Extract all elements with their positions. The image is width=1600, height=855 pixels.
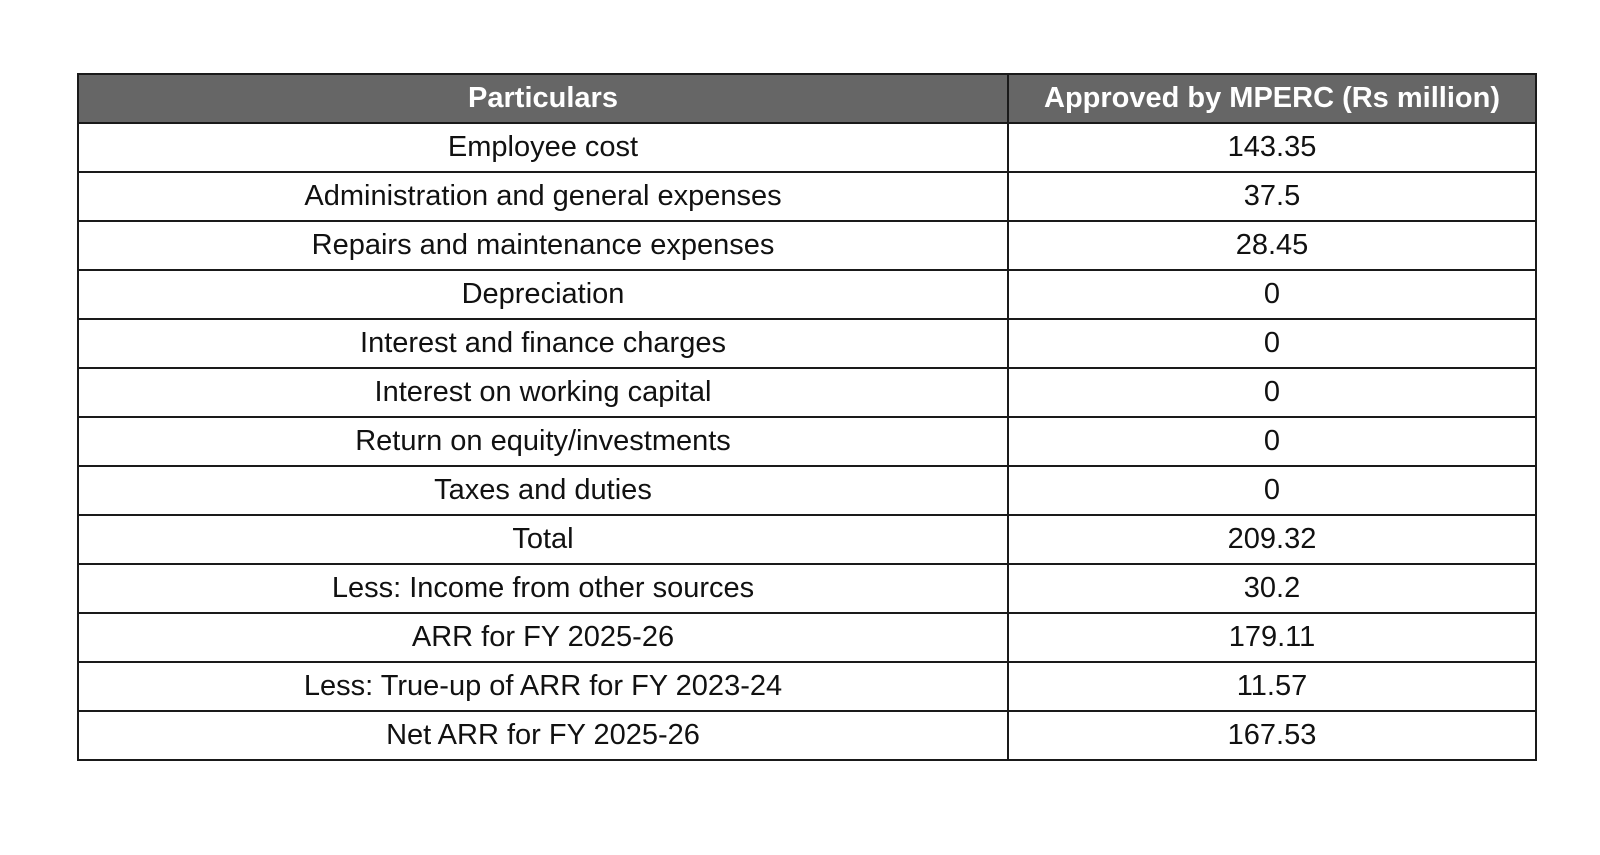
row-particular: ARR for FY 2025-26 — [78, 613, 1008, 662]
table-row — [78, 417, 1536, 466]
header-particulars: Particulars — [78, 74, 1008, 123]
row-value: 179.11 — [1008, 613, 1536, 662]
table-row — [78, 123, 1536, 172]
row-particular: Return on equity/investments — [78, 417, 1008, 466]
row-value: 0 — [1008, 466, 1536, 515]
row-value: 209.32 — [1008, 515, 1536, 564]
arr-table-container — [77, 73, 1535, 761]
row-value: 0 — [1008, 417, 1536, 466]
table-row — [78, 564, 1536, 613]
row-value: 0 — [1008, 368, 1536, 417]
row-particular: Total — [78, 515, 1008, 564]
table-row — [78, 270, 1536, 319]
row-value: 143.35 — [1008, 123, 1536, 172]
table-row — [78, 662, 1536, 711]
row-particular: Depreciation — [78, 270, 1008, 319]
row-value: 37.5 — [1008, 172, 1536, 221]
row-value: 11.57 — [1008, 662, 1536, 711]
row-particular: Net ARR for FY 2025-26 — [78, 711, 1008, 760]
table-row — [78, 368, 1536, 417]
arr-table — [77, 73, 1537, 761]
row-particular: Less: Income from other sources — [78, 564, 1008, 613]
row-value: 0 — [1008, 319, 1536, 368]
table-body — [78, 123, 1536, 760]
table-row — [78, 613, 1536, 662]
table-header — [78, 74, 1536, 123]
row-particular: Administration and general expenses — [78, 172, 1008, 221]
row-particular: Taxes and duties — [78, 466, 1008, 515]
table-row — [78, 172, 1536, 221]
table-row — [78, 466, 1536, 515]
row-value: 28.45 — [1008, 221, 1536, 270]
row-particular: Interest and finance charges — [78, 319, 1008, 368]
row-value: 0 — [1008, 270, 1536, 319]
header-approved: Approved by MPERC (Rs million) — [1008, 74, 1536, 123]
row-particular: Repairs and maintenance expenses — [78, 221, 1008, 270]
row-value: 30.2 — [1008, 564, 1536, 613]
row-particular: Less: True-up of ARR for FY 2023-24 — [78, 662, 1008, 711]
table-row — [78, 319, 1536, 368]
header-row — [78, 74, 1536, 123]
table-row-net — [78, 711, 1536, 760]
row-value: 167.53 — [1008, 711, 1536, 760]
row-particular: Employee cost — [78, 123, 1008, 172]
row-particular: Interest on working capital — [78, 368, 1008, 417]
table-row — [78, 221, 1536, 270]
table-row-total — [78, 515, 1536, 564]
